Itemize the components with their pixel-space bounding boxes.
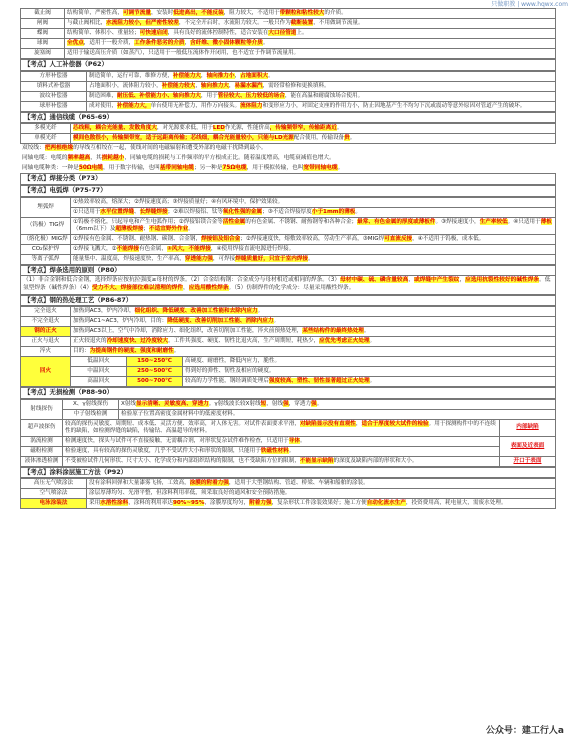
table-row: 超声波探伤 较高的探伤灵敏度、周期短、成本低、灵活方便、效率高，对人体无害。对试件表面要求平滑，对缺陷显示没有直观性，适合于厚度较大试件的检验。用于探测构件中的不连续性的缺陷，如检测焊缝的缺陷，传输钻、高温超导的材料。 内部缺陷 bbox=[21, 419, 556, 436]
table-row: 射线探伤 X、γ射线探伤 X射线显示清晰、灵敏度高、穿透力。γ射线波长较X射线短，射线强，穿透力强。 bbox=[21, 399, 556, 409]
table-row: 中子射线检测 检验原子位置高密度金属材料中的低密度材料。 bbox=[21, 409, 556, 419]
coax-types-text: 同轴电缆种类：一种是50Ω电缆，用于数字传输，也叫基带同轴电缆；另一种是75Ω电缆，用于模拟传输，也叫宽带同轴电缆。 bbox=[22, 164, 344, 171]
table-row: 闸阀 与截止阀相比，水流阻力较小，但严密性较差，不完全开启时，水流阻力较大。一般只作为截断装置，不用做调节流量。 bbox=[21, 18, 556, 28]
table-row: 回火 低温回火 150~250℃ 高硬度、耐磨性，降低内应力，脆性。 bbox=[21, 357, 556, 367]
table-row: 不完全退火 加热到AC1~AC3，炉内冷却，目的：降低硬度、改善切削加工性能、消除内应力。 bbox=[21, 317, 556, 327]
section-title: 【考点】焊接分类（P73） bbox=[20, 173, 556, 185]
fiber-table bbox=[20, 123, 556, 144]
heat-treat-table bbox=[20, 306, 556, 387]
table-row: 多模光纤 芯线粗，耦合光能量、发散角度大，对光源要求低，用于LED作光源，性能价高，传输频带窄，传输距离近。 bbox=[21, 124, 556, 134]
table-row: ①只适用于水平位置焊缝、长焊缝焊接；②难以焊接铝、钛等氧化性强的金属；③不适合焊接厚度小于1mm的薄板。 bbox=[21, 207, 556, 217]
twisted-pair-text: 双绞线：把两根绝缘的导线互相绞在一起，使线对间的电磁辐射和遭受外部的电磁干扰降到最小。 bbox=[22, 145, 267, 152]
section-title: 【考点】焊条选用的原则（P80） bbox=[20, 265, 556, 277]
coax-text: 同轴电缆：电缆的频率越高，其损耗越小，同轴电缆的损耗与工作频率的平方根成正比。随着温度增高，电缆衰减值也增大。 bbox=[22, 154, 335, 161]
page-content bbox=[20, 8, 556, 509]
table-row: 蝶阀 结构简单、体积小、重量轻；可快速启闭，具有良好的流体控制特性，适合安装在大口径管道上。 bbox=[21, 28, 556, 38]
section-title: 【考点】涂料涂层施工方法（P92） bbox=[20, 467, 556, 479]
table-row: CO₂保护焊 ①焊接飞溅大，②不能焊接有色金属，③风大，不能焊接，④使用焊接直流电源进行焊接。 bbox=[21, 244, 556, 254]
table-row: 波纹补偿器 制造困难，耐压低、补偿能力小、轴向推力大，用于管径较大、压力较低的场合，能在高温和耐腐蚀场合使用。 bbox=[21, 91, 556, 101]
section-title: 【考点】通信线缆（P65-69） bbox=[20, 112, 556, 124]
coating-table bbox=[20, 478, 556, 509]
table-row: 高压无气喷涂法 没有涂料回弹和大量漆雾飞扬，工效高，涂膜的附着力强，适用于大型钢结构、管道、桥梁、车辆和船舶的涂装。 bbox=[21, 479, 556, 489]
table-row: 涡流检测 检测速度快，探头与试件可不直接接触，无需耦合剂，对形状复杂试件难作检查，只适用于导体。 表面及近表面 bbox=[21, 436, 556, 446]
table-row: （钨极）TIG焊 ①钨极不熔化，只起导电和产生电弧作用；②焊接铝镁合金等活性金属的有色金属、不锈钢、耐热钢等和各种合金；最常、有色金属的厚度或薄板件。③焊接速度小，生产率较低。④只适用于薄板（6mm以下）及超薄板焊接；不适宜野外作业。 bbox=[21, 217, 556, 234]
compensator-table bbox=[20, 71, 556, 112]
ndt-table bbox=[20, 399, 556, 467]
table-row: 填料式补偿器 占地面积小，流体阻力较小，补偿能力较大，轴向推力大，易漏水漏汽，需经常检修和更换填料。 bbox=[21, 81, 556, 91]
table-row: 埋弧焊 ①热效率较高，熔深大；②焊接速度高；③焊接质量好；④有风环境中，保护效果较。 bbox=[21, 197, 556, 207]
table-row: 磁粉检测 检验速度，具有较高的探伤灵敏度，几乎不受试件大小和形状的限制，只能用于铁磁性材料。 bbox=[21, 446, 556, 456]
section-title: 【考点】电弧焊（P75-77） bbox=[20, 185, 556, 197]
table-row: 旋塞阀 适用于输送高压介质（如蒸汽），只适用于一般低压流体作开闭用，也不适宜于作调节流量用。 bbox=[21, 48, 556, 58]
table-row: 正火与退火 正火较退火的冷却速度快、过冷度较大。工件其强度、硬度、韧性比退火高，生产周期短，耗热少，应优先考虑正火处理。 bbox=[21, 337, 556, 347]
table-row: 淬火 目的：为提高钢件的硬度、强度和耐磨性。 bbox=[21, 347, 556, 357]
table-row: 等离子弧焊 能量集中、温度高，焊接速度快，生产率高，穿透能力强，可焊接焊缝质量好，只宜于室内焊接。 bbox=[21, 254, 556, 264]
table-row: 球阀 全优点，适用于一般介质，工作条件恶劣的介质，含纤维、微小固体颗粒等介质。 bbox=[21, 38, 556, 48]
valve-table bbox=[20, 8, 556, 59]
table-row: 方形补偿器 制造简单，运行可靠，维修方便，补偿能力大，轴向推力小，占地面积大。 bbox=[21, 71, 556, 81]
section-title: 【考点】无损检测（P88-90） bbox=[20, 387, 556, 399]
table-row: （熔化极）MIG焊 ①焊接有色金属、不锈钢、耐热钢、碳钢、合金钢，焊接铝及铝合金；②焊接速度快，熔敷效率较高，劳动生产率高，③MIG焊可直流反接，④不适用于钨极，成本低。 bbox=[21, 234, 556, 244]
section-title: 【考点】钢的热处理工艺（P86-87） bbox=[20, 295, 556, 307]
table-row: 球形补偿器 成对使用，补偿能力大，单台使用无补偿力，用作万向接头。流体阻力和变形应力小，对固定支座的作用力小，防止因地基产生不均匀下沉或震动等意外原因对管道产生的破坏。 bbox=[21, 101, 556, 111]
table-row: 液体渗透检测 不受被检试件几何形状、尺寸大小、化学成分和内部组织结构的限制，也不受缺陷方位的限制，不能显示缺陷的深度及缺陷内部的形状和大小。 开口于表面 bbox=[21, 456, 556, 466]
table-row: 截止阀 结构简单，严密性高，可调节流量，安装时低进高出，不能反装，阻力较大，不适用于带颗粒和粘性较大的介质。 bbox=[21, 9, 556, 19]
table-row: 完全退火 加热到AC3，炉内冷却，细化组织、降低硬度、改善加工性能和去除内应力。 bbox=[21, 307, 556, 317]
table-row: 高温回火 500~700℃ 较高的力学性能，钢经调质处理后强度较高、塑性、韧性显著超过正火处理。 bbox=[21, 377, 556, 387]
table-row: 中温回火 250~500℃ 得到好的弹性、韧性及相应的硬度。 bbox=[21, 367, 556, 377]
electrode-text: （1）非合金钢和低合金钢，选择焊条应按抗拉强度≥母材的焊条。（2）合金结构钢：合金成分与母材相近或相同的焊条。（3）母材中碳、硫、磷含量较高，或焊缝中产生裂纹，应选用抗裂性较好的碱性焊条。低氢型焊条（碱性焊条）（4）受力不大、焊接部位难以清理的焊件，应选用酸性焊条。（5）仿制焊件的化学成分：尽量采用酸性焊条。 bbox=[20, 276, 556, 294]
section-title: 【考点】人工补偿器（P62） bbox=[20, 59, 556, 71]
table-row: 电泳涂装法 采用水溶性涂料，涂料的利用率达90%~95%，涂膜厚度均匀，附着力强，复杂形状工件涂装效果好；施工方便自动化流水生产，投资费用高，耗电量大，需废水处理。 bbox=[21, 499, 556, 509]
arc-weld-table bbox=[20, 197, 556, 265]
table-row: 钢的正火 加热到AC3以上，空气中冷却，消除应力、细化组织，改善切削加工性能，淬火前预热处理，某些结构件的最终热处理。 bbox=[21, 327, 556, 337]
table-row: 空气喷涂法 涂层厚薄均匀、光滑平整，但涂料利用率低，须采取良好的通风和安全预防措施。 bbox=[21, 489, 556, 499]
watermark: 只做职教 | www.hqwx.com bbox=[491, 1, 568, 8]
footer-account: 公众号：建工行人a bbox=[485, 726, 564, 737]
table-row: 单模光纤 模间色散很小，传输频带宽，适于远距离传输；芯线细，耦合光能量较小，只能与LD光源配合使用，传输设备贵。 bbox=[21, 134, 556, 144]
